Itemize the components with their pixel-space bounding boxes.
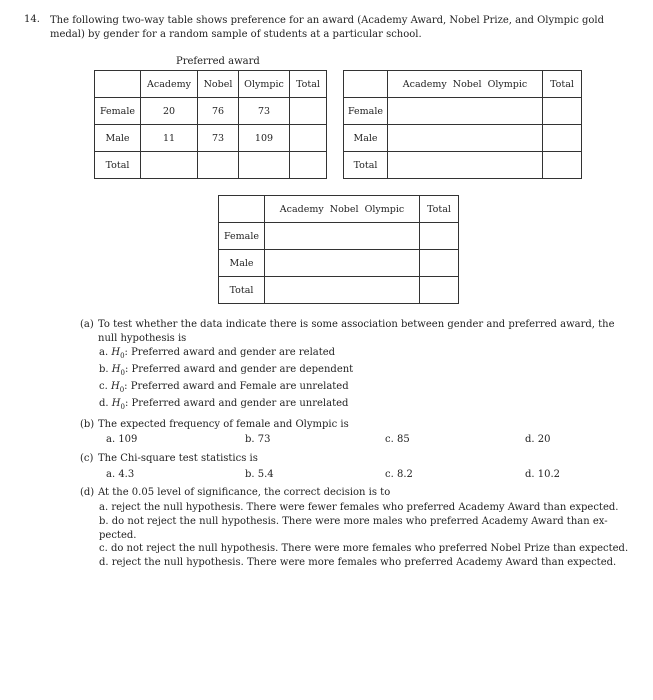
part-a-option-a[interactable]: a. $H_0$: Preferred award and gender are related <box>99 347 336 360</box>
corner-cell <box>344 71 388 98</box>
expected-table-center <box>218 195 459 304</box>
row-label-male: Male <box>219 250 265 277</box>
part-a-line-1: To test whether the data indicate there is some association between gender and preferred award, the <box>98 319 615 330</box>
blank-cell <box>420 277 459 304</box>
observed-table <box>94 70 327 179</box>
header-nobel: Nobel <box>329 203 359 215</box>
cell-total-total <box>290 152 327 179</box>
table-row <box>219 277 459 304</box>
question-number: 14. <box>24 14 40 25</box>
header-olympic: Olympic <box>239 71 290 98</box>
blank-cell <box>543 125 582 152</box>
part-b-option-a[interactable]: a. 109 <box>106 434 138 445</box>
cell-total-nobel <box>198 152 239 179</box>
table-row <box>95 152 327 179</box>
part-c-option-c[interactable]: c. 8.2 <box>385 469 413 480</box>
cell-total-academy <box>141 152 198 179</box>
cell-male-academy: 11 <box>141 125 198 152</box>
header-total: Total <box>543 71 582 98</box>
blank-cell <box>265 277 420 304</box>
part-a-option-b[interactable]: b. $H_0$: Preferred award and gender are dependent <box>99 364 354 377</box>
part-d-option-b[interactable]: b. do not reject the null hypothesis. There were more males who preferred Academy Award than ex- <box>99 515 608 527</box>
cell-total-olympic <box>239 152 290 179</box>
header-olympic: Olympic <box>487 78 528 90</box>
blank-cell <box>265 250 420 277</box>
header-academy: Academy <box>141 71 198 98</box>
cell-male-olympic: 109 <box>239 125 290 152</box>
part-a-option-c[interactable]: c. $H_0$: Preferred award and Female are unrelated <box>99 381 349 394</box>
part-d-prompt: At the 0.05 level of significance, the correct decision is to <box>98 487 391 498</box>
row-label-total: Total <box>95 152 141 179</box>
question-line-2: medal) by gender for a random sample of students at a particular school. <box>50 29 422 40</box>
table-row <box>95 98 327 125</box>
header-total: Total <box>420 196 459 223</box>
cell-male-nobel: 73 <box>198 125 239 152</box>
blank-cell <box>420 223 459 250</box>
part-b-option-b[interactable]: b. 73 <box>245 434 271 445</box>
blank-cell <box>388 125 543 152</box>
table-row <box>219 250 459 277</box>
header-academy: Academy <box>402 78 447 90</box>
cell-female-academy: 20 <box>141 98 198 125</box>
part-c-option-d[interactable]: d. 10.2 <box>525 469 561 480</box>
header-row-labels <box>265 196 420 223</box>
part-b-prompt: The expected frequency of female and Olympic is <box>98 419 349 430</box>
header-row-labels <box>388 71 543 98</box>
part-b-option-c[interactable]: c. 85 <box>385 434 410 445</box>
table-row <box>344 125 582 152</box>
header-nobel: Nobel <box>198 71 239 98</box>
question-text <box>50 14 604 42</box>
part-d-label: (d) <box>80 487 95 498</box>
cell-female-nobel: 76 <box>198 98 239 125</box>
corner-cell <box>219 196 265 223</box>
cell-female-olympic: 73 <box>239 98 290 125</box>
row-label-male: Male <box>344 125 388 152</box>
row-label-female: Female <box>219 223 265 250</box>
cell-female-total <box>290 98 327 125</box>
blank-cell <box>543 152 582 179</box>
blank-cell <box>543 98 582 125</box>
part-a-prompt <box>98 318 615 345</box>
part-c-prompt: The Chi-square test statistics is <box>98 453 258 464</box>
part-a-option-d[interactable]: d. $H_0$: Preferred award and gender are unrelated <box>99 398 349 411</box>
cell-male-total <box>290 125 327 152</box>
table-caption: Preferred award <box>176 56 260 67</box>
part-c-label: (c) <box>80 453 94 464</box>
question-line-1: The following two-way table shows preference for an award (Academy Award, Nobel Prize, and Olympic gold <box>50 15 605 26</box>
blank-cell <box>388 98 543 125</box>
row-label-total: Total <box>344 152 388 179</box>
corner-cell <box>95 71 141 98</box>
header-academy: Academy <box>279 203 324 215</box>
part-a-line-2: null hypothesis is <box>98 332 187 344</box>
part-d-option-b-cont: pected. <box>99 529 137 541</box>
header-olympic: Olympic <box>364 203 405 215</box>
part-a-label: (a) <box>80 319 94 330</box>
table-row <box>344 98 582 125</box>
blank-cell <box>265 223 420 250</box>
part-c-option-a[interactable]: a. 4.3 <box>106 469 135 480</box>
part-c-option-b[interactable]: b. 5.4 <box>245 469 274 480</box>
part-d-option-d[interactable]: d. reject the null hypothesis. There were more females who preferred Academy Award than expected. <box>99 557 617 569</box>
expected-table-right <box>343 70 582 179</box>
part-b-label: (b) <box>80 419 95 430</box>
header-total: Total <box>290 71 327 98</box>
table-row <box>219 223 459 250</box>
part-d-option-a[interactable]: a. reject the null hypothesis. There were fewer females who preferred Academy Award than expected. <box>99 502 619 513</box>
table-row <box>95 125 327 152</box>
blank-cell <box>420 250 459 277</box>
part-b-option-d[interactable]: d. 20 <box>525 434 551 445</box>
row-label-female: Female <box>344 98 388 125</box>
part-d-options <box>99 501 628 570</box>
part-a-options <box>99 346 353 414</box>
blank-cell <box>388 152 543 179</box>
header-nobel: Nobel <box>452 78 482 90</box>
table-row <box>344 152 582 179</box>
row-label-female: Female <box>95 98 141 125</box>
row-label-total: Total <box>219 277 265 304</box>
part-d-option-c[interactable]: c. do not reject the null hypothesis. There were more females who preferred Nobel Prize than expected. <box>99 543 629 555</box>
row-label-male: Male <box>95 125 141 152</box>
